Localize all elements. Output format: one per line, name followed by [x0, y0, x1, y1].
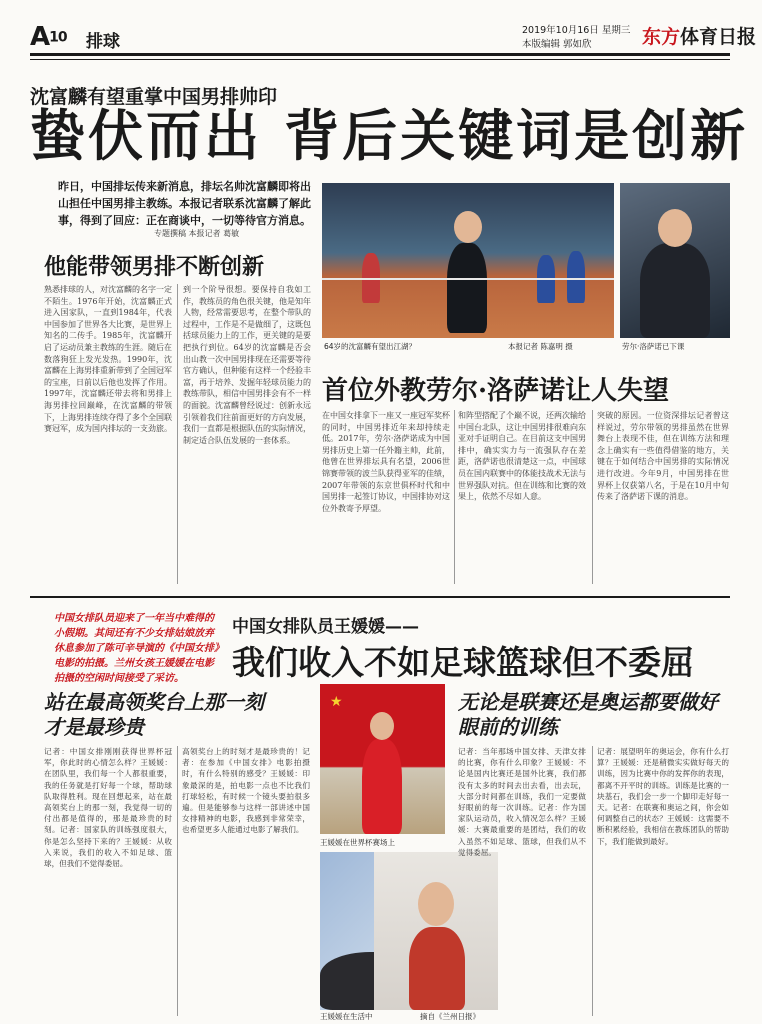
right-subhead: 无论是联赛还是奥运都要做好眼前的训练: [458, 690, 718, 739]
third-story-kicker: 中国女排队员王媛媛——: [232, 617, 419, 637]
volleyball-net: [322, 278, 614, 280]
newspaper-logo: 东方体育日报: [642, 26, 757, 48]
coach-photo-credit: 本报记者 陈嘉明 摄: [508, 342, 573, 351]
lozano-photo-caption: 劳尔·洛萨诺已下课: [622, 342, 685, 351]
right-qa-column-1: 记者：当年那场中国女排、天津女排的比赛，你有什么印象？王媛媛：不论是国内比赛还是国外比赛，我们都没有太多的时间去出去看，出去玩，大部分时间都在训练，我们一定要做好眼前的每一次训练。记者：作为国家队运动员，收入情况怎么样？王媛媛：大赛最重要的是团结，我们的收入虽然不如足球、篮球，但我们从不觉得委屈。: [458, 747, 586, 857]
top-story-lead: 昨日，中国排坛传来新消息，排坛名帅沈富麟即将出山担任中国男排主教练。本报记者联系沈富麟了解此事，得到了回应：正在商谈中，一切等待官方消息。: [58, 180, 311, 227]
column-divider: [592, 746, 593, 1016]
top-story-subhead: 他能带领男排不断创新: [44, 254, 265, 280]
column-divider: [592, 410, 593, 584]
left-qa-column-2: 高领奖台上的时刻才是最珍贵的！记者：在参加《中国女排》电影拍摄时，有什么特别的感受？王媛媛：印象最深的是，拍电影一点也不比我们打球轻松，有时候一个镜头要拍很多遍。但是能够参与这样一部讲述中国女排精神的电影，我感到非常荣幸，也希望更多人能通过电影了解我们。: [182, 747, 310, 835]
second-story-column-1: 在中国女排拿下一座又一座冠军奖杯的同时，中国男排近年来却持续走低。2017年，劳尔·洛萨诺成为中国男排历史上第一任外籍主帅，此前，他曾在世界排坛具有名望，2006世锦赛带领的波兰队获得亚军的佳绩，2007年带领的东京世俱杯时代和中国男排一起签订协议，中国排协对这位外教寄予厚望。: [322, 411, 450, 513]
player-figure: [362, 739, 402, 834]
left-qa-column-1: 记者：中国女排刚刚获得世界杯冠军，你此时的心情怎么样？王媛媛：在团队里，我们每一个人都很重要，我的任务就是打好每一个球，帮助球队取得胜利。现在回想起来，站在最高领奖台上的那一刻，我觉得一切的付出都是值得的，那是最珍贵的时刻。记者：国家队的训练强度很大，你是怎么坚持下来的？王媛媛：从收入来说，我们的收入不如足球、篮球，但我们不觉得委屈。: [44, 747, 172, 869]
third-story-headline: 我们收入不如足球篮球但不委屈: [232, 643, 694, 682]
header-rule-thin: [30, 59, 730, 60]
left-subhead: 站在最高领奖台上那一刻才是最珍贵: [44, 690, 264, 739]
second-story-headline: 首位外教劳尔·洛萨诺让人失望: [322, 376, 670, 406]
column-divider: [177, 746, 178, 1016]
second-story-column-2: 和阵型搭配了个巅不说，还两次输给中国台北队，这让中国男排很难向东亚对手证明自己。在目前这支中国男排中，确实实力与一流强队存在差距，洛萨诺也很清楚这一点，中国球员在国内联赛中的体能技战术无法与世界强队对抗。但在训练和比赛的效果上，依然不尽如人意。: [458, 411, 586, 502]
top-story-byline: 专题撰稿 本报记者 葛敏: [154, 229, 240, 238]
worldcup-photo: [320, 684, 445, 834]
player-figure: [567, 251, 585, 303]
lozano-figure: [640, 243, 710, 338]
top-story-kicker: 沈富麟有望重掌中国男排帅印: [30, 86, 278, 108]
coach-photo-caption: 64岁的沈富麟有望出江湖？: [324, 342, 417, 351]
coach-head: [454, 211, 482, 243]
player-figure: [409, 927, 465, 1010]
section-title: 排球: [86, 32, 120, 52]
issue-date: 2019年10月16日 星期三: [522, 25, 631, 36]
header-rule: [30, 53, 730, 56]
column-divider: [454, 410, 455, 584]
right-qa-column-2: 记者：展望明年的奥运会，你有什么打算？王媛媛：还是稍微实实做好每天的训练，因为比赛中你的发挥你的表现，都离不开平时的训练。训练是比赛的一块基石，我们会一步一个脚印走好每一天。记者：在联赛和奥运之间，你会如何调整自己的状态？王媛媛：这需要不断积累经验，我相信在教练团队的帮助下，我们能做到最好。: [597, 747, 729, 846]
story-separator: [30, 596, 730, 598]
top-story-headline: 蛰伏而出 背后关键词是创新: [30, 103, 749, 168]
page-number: A10: [30, 22, 67, 52]
top-story-column-2: 到一个阶导很想。要保持自我如工作，教练员的角色很关键，他是知年人物，经常需要思考，在整个带队的过程中，工作是不是做细了，这既包括球员能力上的工作，更关键的是要把执行到位。64岁的沈富麟是否会出山教一次中国男排现在还需要等待官方确认，但种能有这样一个经验丰富，再于培养、发掘年轻球员能力的教练带队，相信中国男排会有不一样的面貌。沈富麟曾经说过：创新永远引领着我们往前面更好的方向发展，我们一直都是根据队伍的实际情况，制定适合队伍发展的一套体系。: [183, 285, 311, 445]
coach-photo: [322, 183, 614, 338]
worldcup-photo-caption: 王媛媛在世界杯赛场上: [320, 838, 395, 847]
flag-star-icon: ★: [330, 694, 343, 710]
coach-figure: [447, 243, 487, 333]
player-head: [418, 882, 454, 926]
player-head: [370, 712, 394, 740]
lozano-head: [658, 209, 692, 247]
second-story-column-3: 突破的原因。一位资深排坛记者曾这样说过，劳尔带领的男排虽然在世界舞台上表现不佳，但在训练方法和理念上确实有一些值得借鉴的地方，关键在于如何结合中国男排的实际情况进行改进。今年9月，中国男排在世界杯上仅获第八名，于是在10月中旬传来了洛萨诺下课的消息。: [597, 411, 729, 502]
life-photo-caption: 王媛媛在生活中: [320, 1012, 373, 1021]
lozano-photo: [620, 183, 730, 338]
page-editor: 本版编辑 郭如欣: [522, 39, 592, 50]
third-story-lead: 中国女排队员迎来了一年当中难得的小假期。其间还有不少女排姑娘放弃休息参加了陈可辛导演的《中国女排》电影的拍摄。兰州女孩王媛媛在电影拍摄的空闲时间接受了采访。: [54, 613, 219, 684]
top-story-column-1: 熟悉排球的人，对沈富麟的名字一定不陌生。1976年开始，沈富麟正式进入国家队，一直到1984年，代表中国参加了世界各大比赛，是世界上知名的二传手。1985年，沈富麟开启了运动员兼主教练的生涯。随后在数落狗狂上发光发热。1990年，沈富麟在上海男排重新带到了全国冠军的宝座，日前以后他也发挥了作用。1997年，沈富麟还带去将和男排上海男排拉回巅峰，在沈富麟的带领下，上海男排连续夺得了多个全国联赛冠军，成为国内排坛的一支劲旅。: [44, 285, 172, 434]
life-photo-credit: 摘自《兰州日报》: [420, 1012, 480, 1021]
column-divider: [177, 284, 178, 584]
